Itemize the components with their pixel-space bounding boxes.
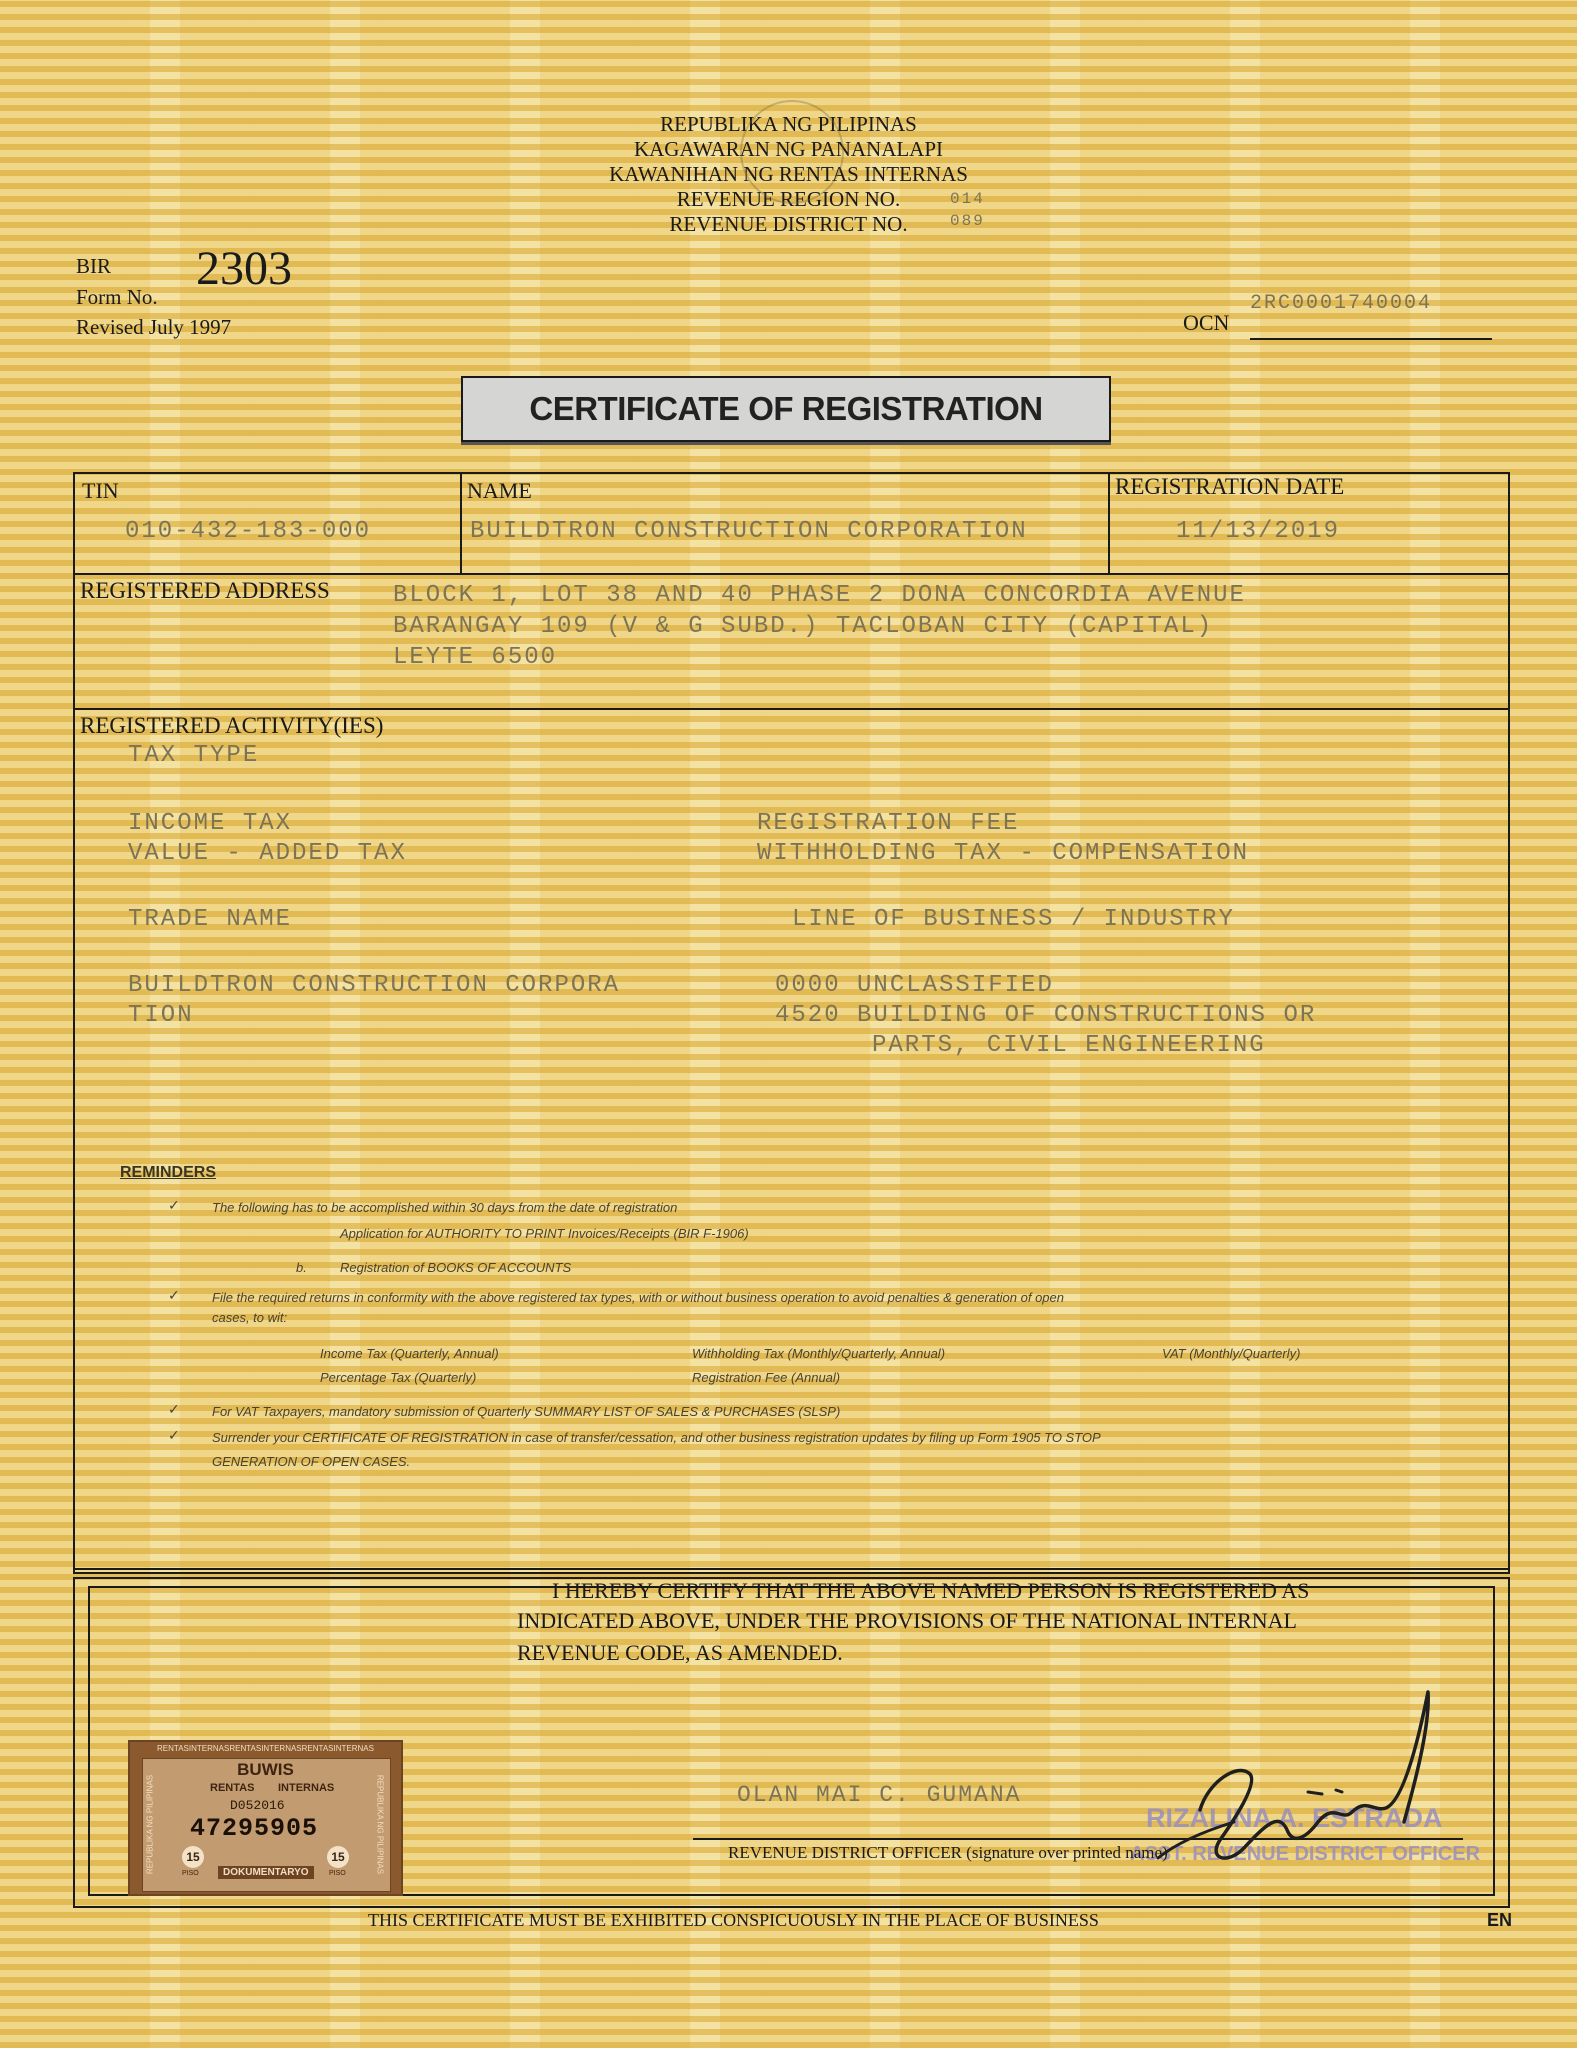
- bir-label: BIR: [76, 254, 112, 278]
- reminder-2: File the required returns in conformity with the above registered tax types, with or without business operation to avoid penalties & generation of open: [212, 1290, 1064, 1305]
- header-district-label: REVENUE DISTRICT NO.: [669, 212, 908, 236]
- stamp-rentas: RENTAS: [210, 1782, 255, 1794]
- header-department: KAGAWARAN NG PANANALAPI: [633, 137, 944, 161]
- stamp-side-left: REPUBLIKA NG PILIPINAS: [145, 1774, 155, 1875]
- header-bureau: KAWANIHAN NG RENTAS INTERNAS: [609, 162, 968, 186]
- tax-vat: VALUE - ADDED TAX: [128, 840, 407, 867]
- registered-activities-label: REGISTERED ACTIVITY(IES): [80, 713, 384, 738]
- stamp-top-text: RENTASINTERNASRENTASINTERNASRENTASINTERNAS: [157, 1744, 374, 1753]
- header-region-label: REVENUE REGION NO.: [676, 187, 901, 211]
- stamp-value-right: 15: [327, 1846, 349, 1868]
- name-value: BUILDTRON CONSTRUCTION CORPORATION: [470, 518, 1028, 545]
- reminder-4: Surrender your CERTIFICATE OF REGISTRATION in case of transfer/cessation, and other business registration updates by filing up Form 1905 TO STOP: [212, 1430, 1101, 1445]
- address-line-1: BLOCK 1, LOT 38 AND 40 PHASE 2 DONA CONCORDIA AVENUE: [393, 582, 1246, 609]
- officer-stamp-title: ASST. REVENUE DISTRICT OFFICER: [1130, 1843, 1481, 1865]
- certificate-title-box: [461, 376, 1111, 442]
- col-divider-1: [460, 472, 462, 574]
- reminder-2-regfee: Registration Fee (Annual): [692, 1370, 841, 1385]
- header-republic: REPUBLIKA NG PILIPINAS: [660, 112, 917, 136]
- registered-address-label: REGISTERED ADDRESS: [80, 578, 330, 603]
- stamp-value-left: 15: [182, 1846, 204, 1868]
- documentary-stamp: [128, 1740, 403, 1896]
- reminder-1: The following has to be accomplished within 30 days from the date of registration: [212, 1200, 678, 1215]
- reminder-check-2-icon: ✓: [168, 1288, 180, 1304]
- bureau-seal-icon: [740, 100, 844, 204]
- ocn-value: 2RC0001740004: [1250, 292, 1433, 315]
- reminders-title: REMINDERS: [120, 1164, 217, 1181]
- stamp-internas: INTERNAS: [278, 1782, 335, 1794]
- reminder-check-3-icon: ✓: [168, 1402, 180, 1418]
- officer-stamp-name: RIZALINA A. ESTRADA: [1146, 1803, 1443, 1833]
- reminder-2-withholding: Withholding Tax (Monthly/Quarterly, Annual): [692, 1346, 946, 1361]
- reminder-1b-bullet: b.: [296, 1260, 307, 1275]
- row-divider-1: [73, 573, 1510, 575]
- row-divider-2: [73, 708, 1510, 710]
- name-label: NAME: [467, 478, 532, 503]
- certificate-title: CERTIFICATE OF REGISTRATION: [529, 390, 1043, 427]
- reminder-1b: Registration of BOOKS OF ACCOUNTS: [340, 1260, 572, 1275]
- trade-name-value-2: TION: [128, 1002, 194, 1029]
- stamp-buwis: BUWIS: [237, 1760, 294, 1779]
- stamp-serial-small: D052016: [230, 1798, 285, 1813]
- line-of-business-label: LINE OF BUSINESS / INDUSTRY: [792, 906, 1235, 933]
- stamp-dokumentaryo: DOKUMENTARYO: [218, 1866, 314, 1879]
- col-divider-2: [1108, 472, 1110, 574]
- business-line-1: 0000 UNCLASSIFIED: [775, 972, 1054, 999]
- certify-line-1: I HEREBY CERTIFY THAT THE ABOVE NAMED PERSON IS REGISTERED AS: [552, 1578, 1310, 1603]
- reminder-check-4-icon: ✓: [168, 1428, 180, 1444]
- ocn-label: OCN: [1183, 310, 1230, 335]
- tax-withholding: WITHHOLDING TAX - COMPENSATION: [757, 840, 1250, 867]
- address-line-3: LEYTE 6500: [393, 644, 558, 671]
- registration-date-label: REGISTRATION DATE: [1115, 474, 1345, 499]
- form-no-label: Form No.: [76, 285, 158, 309]
- address-line-2: BARANGAY 109 (V & G SUBD.) TACLOBAN CITY (CAPITAL): [393, 613, 1214, 640]
- reminder-4b: GENERATION OF OPEN CASES.: [212, 1454, 411, 1469]
- tin-label: TIN: [82, 478, 119, 503]
- tin-value: 010-432-183-000: [125, 518, 372, 545]
- business-line-3: PARTS, CIVIL ENGINEERING: [872, 1032, 1266, 1059]
- reminder-2-vat: VAT (Monthly/Quarterly): [1162, 1346, 1301, 1361]
- stamp-piso-right: PISO: [329, 1870, 346, 1877]
- row-divider-3: [73, 1568, 1510, 1570]
- revised-date: Revised July 1997: [76, 315, 232, 339]
- officer-name: OLAN MAI C. GUMANA: [737, 1782, 1022, 1808]
- signature-icon: [1138, 1662, 1468, 1892]
- stamp-side-right: REPUBLIKA NG PILIPINAS: [375, 1774, 385, 1875]
- officer-caption: REVENUE DISTRICT OFFICER (signature over printed name): [728, 1843, 1168, 1862]
- tax-registration-fee: REGISTRATION FEE: [757, 810, 1020, 837]
- footer-code: EN: [1487, 1910, 1513, 1930]
- certify-line-2: INDICATED ABOVE, UNDER THE PROVISIONS OF THE NATIONAL INTERNAL: [517, 1608, 1297, 1633]
- certify-line-3: REVENUE CODE, AS AMENDED.: [517, 1640, 843, 1665]
- footer-notice: THIS CERTIFICATE MUST BE EXHIBITED CONSPICUOUSLY IN THE PLACE OF BUSINESS: [368, 1910, 1099, 1930]
- ocn-underline: [1250, 338, 1492, 340]
- reminder-3: For VAT Taxpayers, mandatory submission of Quarterly SUMMARY LIST OF SALES & PURCHASES (SLSP): [212, 1404, 841, 1419]
- form-number: 2303: [196, 242, 292, 295]
- trade-name-label: TRADE NAME: [128, 906, 293, 933]
- registration-date-value: 11/13/2019: [1176, 518, 1341, 545]
- reminder-2-percentage: Percentage Tax (Quarterly): [320, 1370, 477, 1385]
- region-number: 014: [950, 190, 985, 208]
- business-line-2: 4520 BUILDING OF CONSTRUCTIONS OR: [775, 1002, 1317, 1029]
- reminder-1a: Application for AUTHORITY TO PRINT Invoices/Receipts (BIR F-1906): [340, 1226, 749, 1241]
- reminder-2b: cases, to wit:: [212, 1310, 288, 1325]
- stamp-serial: 47295905: [190, 1814, 319, 1843]
- trade-name-value-1: BUILDTRON CONSTRUCTION CORPORA: [128, 972, 621, 999]
- reminder-check-1-icon: ✓: [168, 1198, 180, 1214]
- district-number: 089: [950, 212, 985, 230]
- stamp-piso-left: PISO: [182, 1870, 199, 1877]
- tax-income: INCOME TAX: [128, 810, 293, 837]
- tax-type-label: TAX TYPE: [128, 742, 260, 769]
- reminder-2-income: Income Tax (Quarterly, Annual): [320, 1346, 499, 1361]
